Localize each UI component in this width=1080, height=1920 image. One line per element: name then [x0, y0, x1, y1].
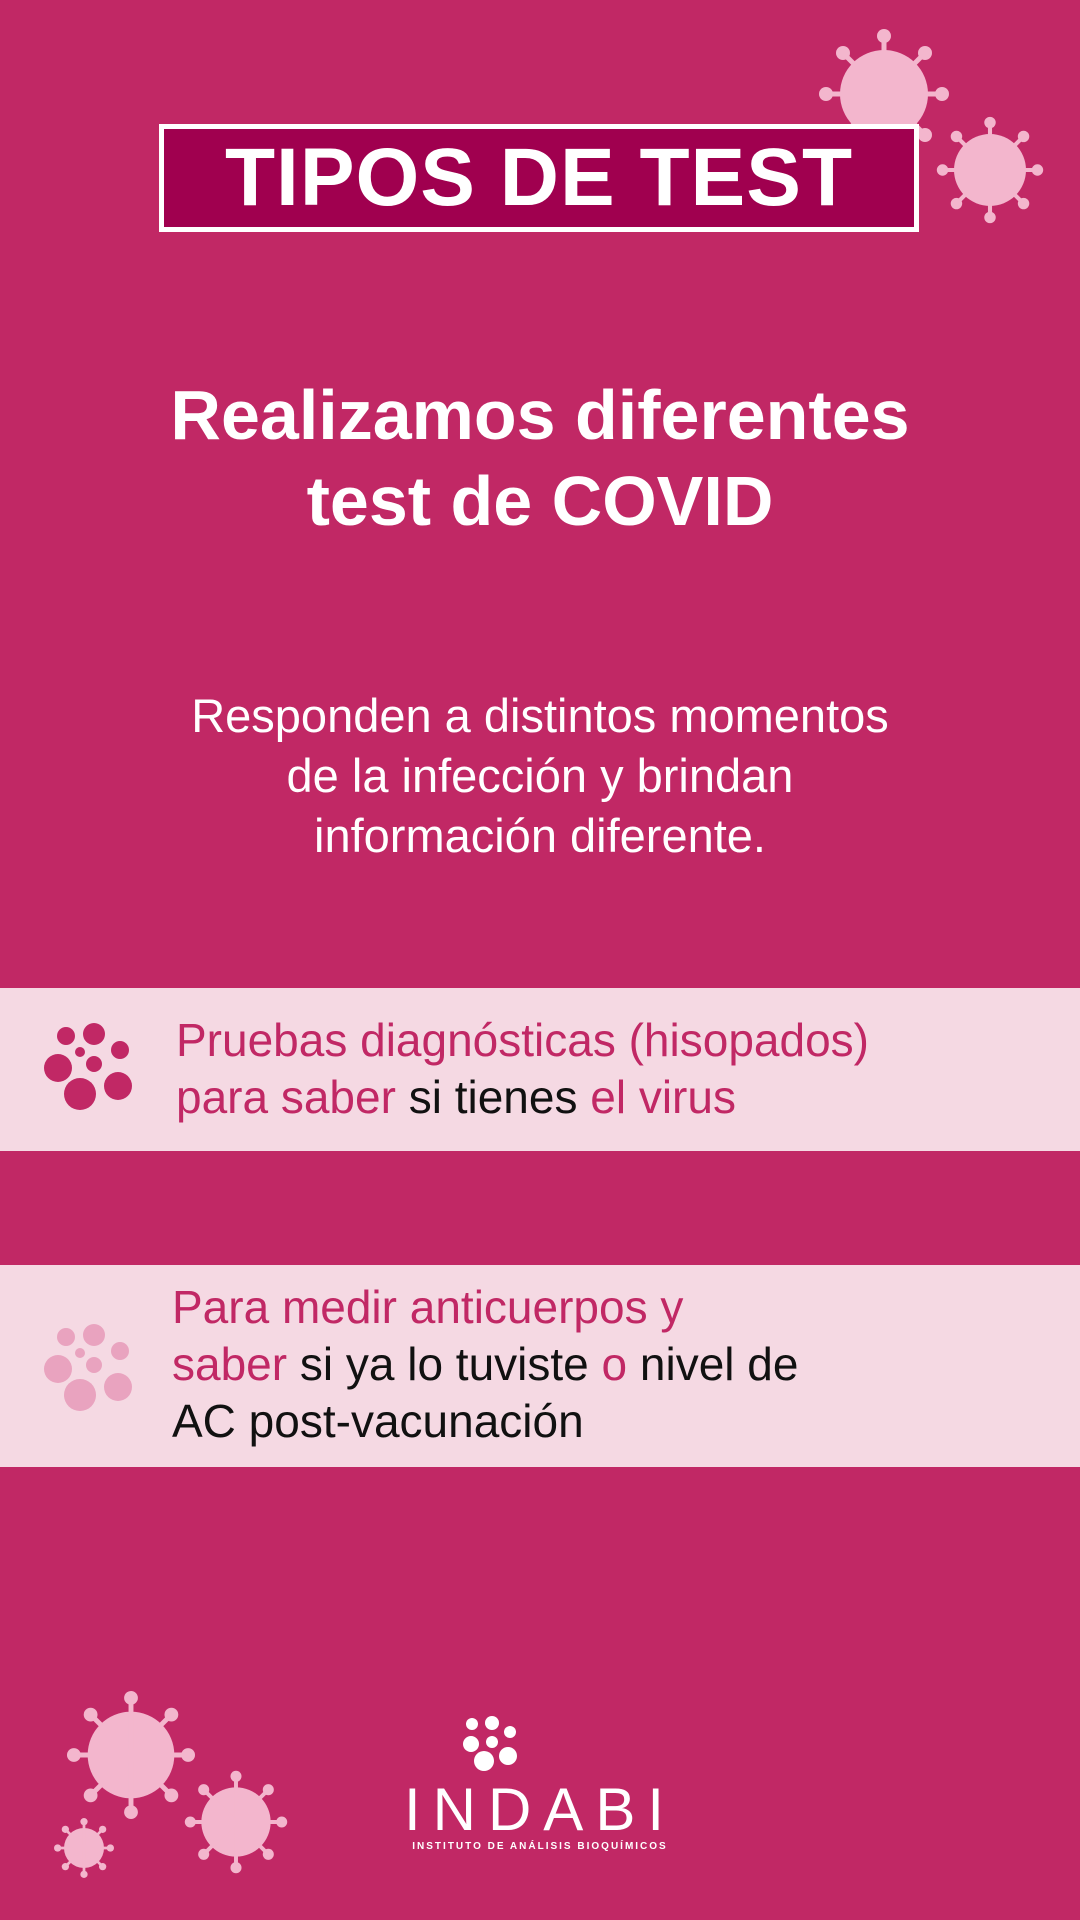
headline-line: Realizamos diferentes [170, 376, 910, 454]
logo-subtitle: INSTITUTO DE ANÁLISIS BIOQUÍMICOS [412, 1841, 668, 1852]
virus-icon [936, 116, 1044, 224]
text-accent: saber [172, 1338, 288, 1390]
intro-line: Responden a distintos momentos [191, 689, 889, 742]
virus-icon [184, 1770, 288, 1874]
text-accent: para saber [176, 1071, 396, 1123]
text-accent: o [601, 1338, 628, 1390]
text-plain: nivel de [627, 1338, 799, 1390]
test-card-diagnostic [0, 988, 1080, 1151]
page-title: TIPOS DE TEST [224, 132, 854, 223]
virus-icon [54, 1818, 114, 1878]
headline [60, 372, 1020, 544]
test-card-text [176, 1012, 869, 1126]
virus-icon [66, 1690, 196, 1820]
logo-icon [462, 1716, 520, 1772]
text-plain: si ya lo tuviste [287, 1338, 602, 1390]
intro-line: de la infección y brindan [286, 749, 794, 802]
text-accent: el virus [590, 1071, 736, 1123]
test-card-text [172, 1279, 798, 1450]
test-name: Pruebas diagnósticas (hisopados) [176, 1014, 869, 1066]
intro-line: información diferente. [314, 809, 766, 862]
logo-name: INDABI [403, 1776, 677, 1843]
text-plain: AC post-vacunación [172, 1395, 584, 1447]
molecule-icon [44, 1321, 136, 1413]
test-name: Para medir anticuerpos y [172, 1281, 684, 1333]
test-card-antibodies [0, 1265, 1080, 1467]
intro-text [60, 686, 1020, 866]
title-box [159, 124, 919, 232]
molecule-icon [44, 1020, 136, 1112]
text-plain: si tienes [395, 1071, 591, 1123]
headline-line: test de COVID [306, 462, 774, 540]
